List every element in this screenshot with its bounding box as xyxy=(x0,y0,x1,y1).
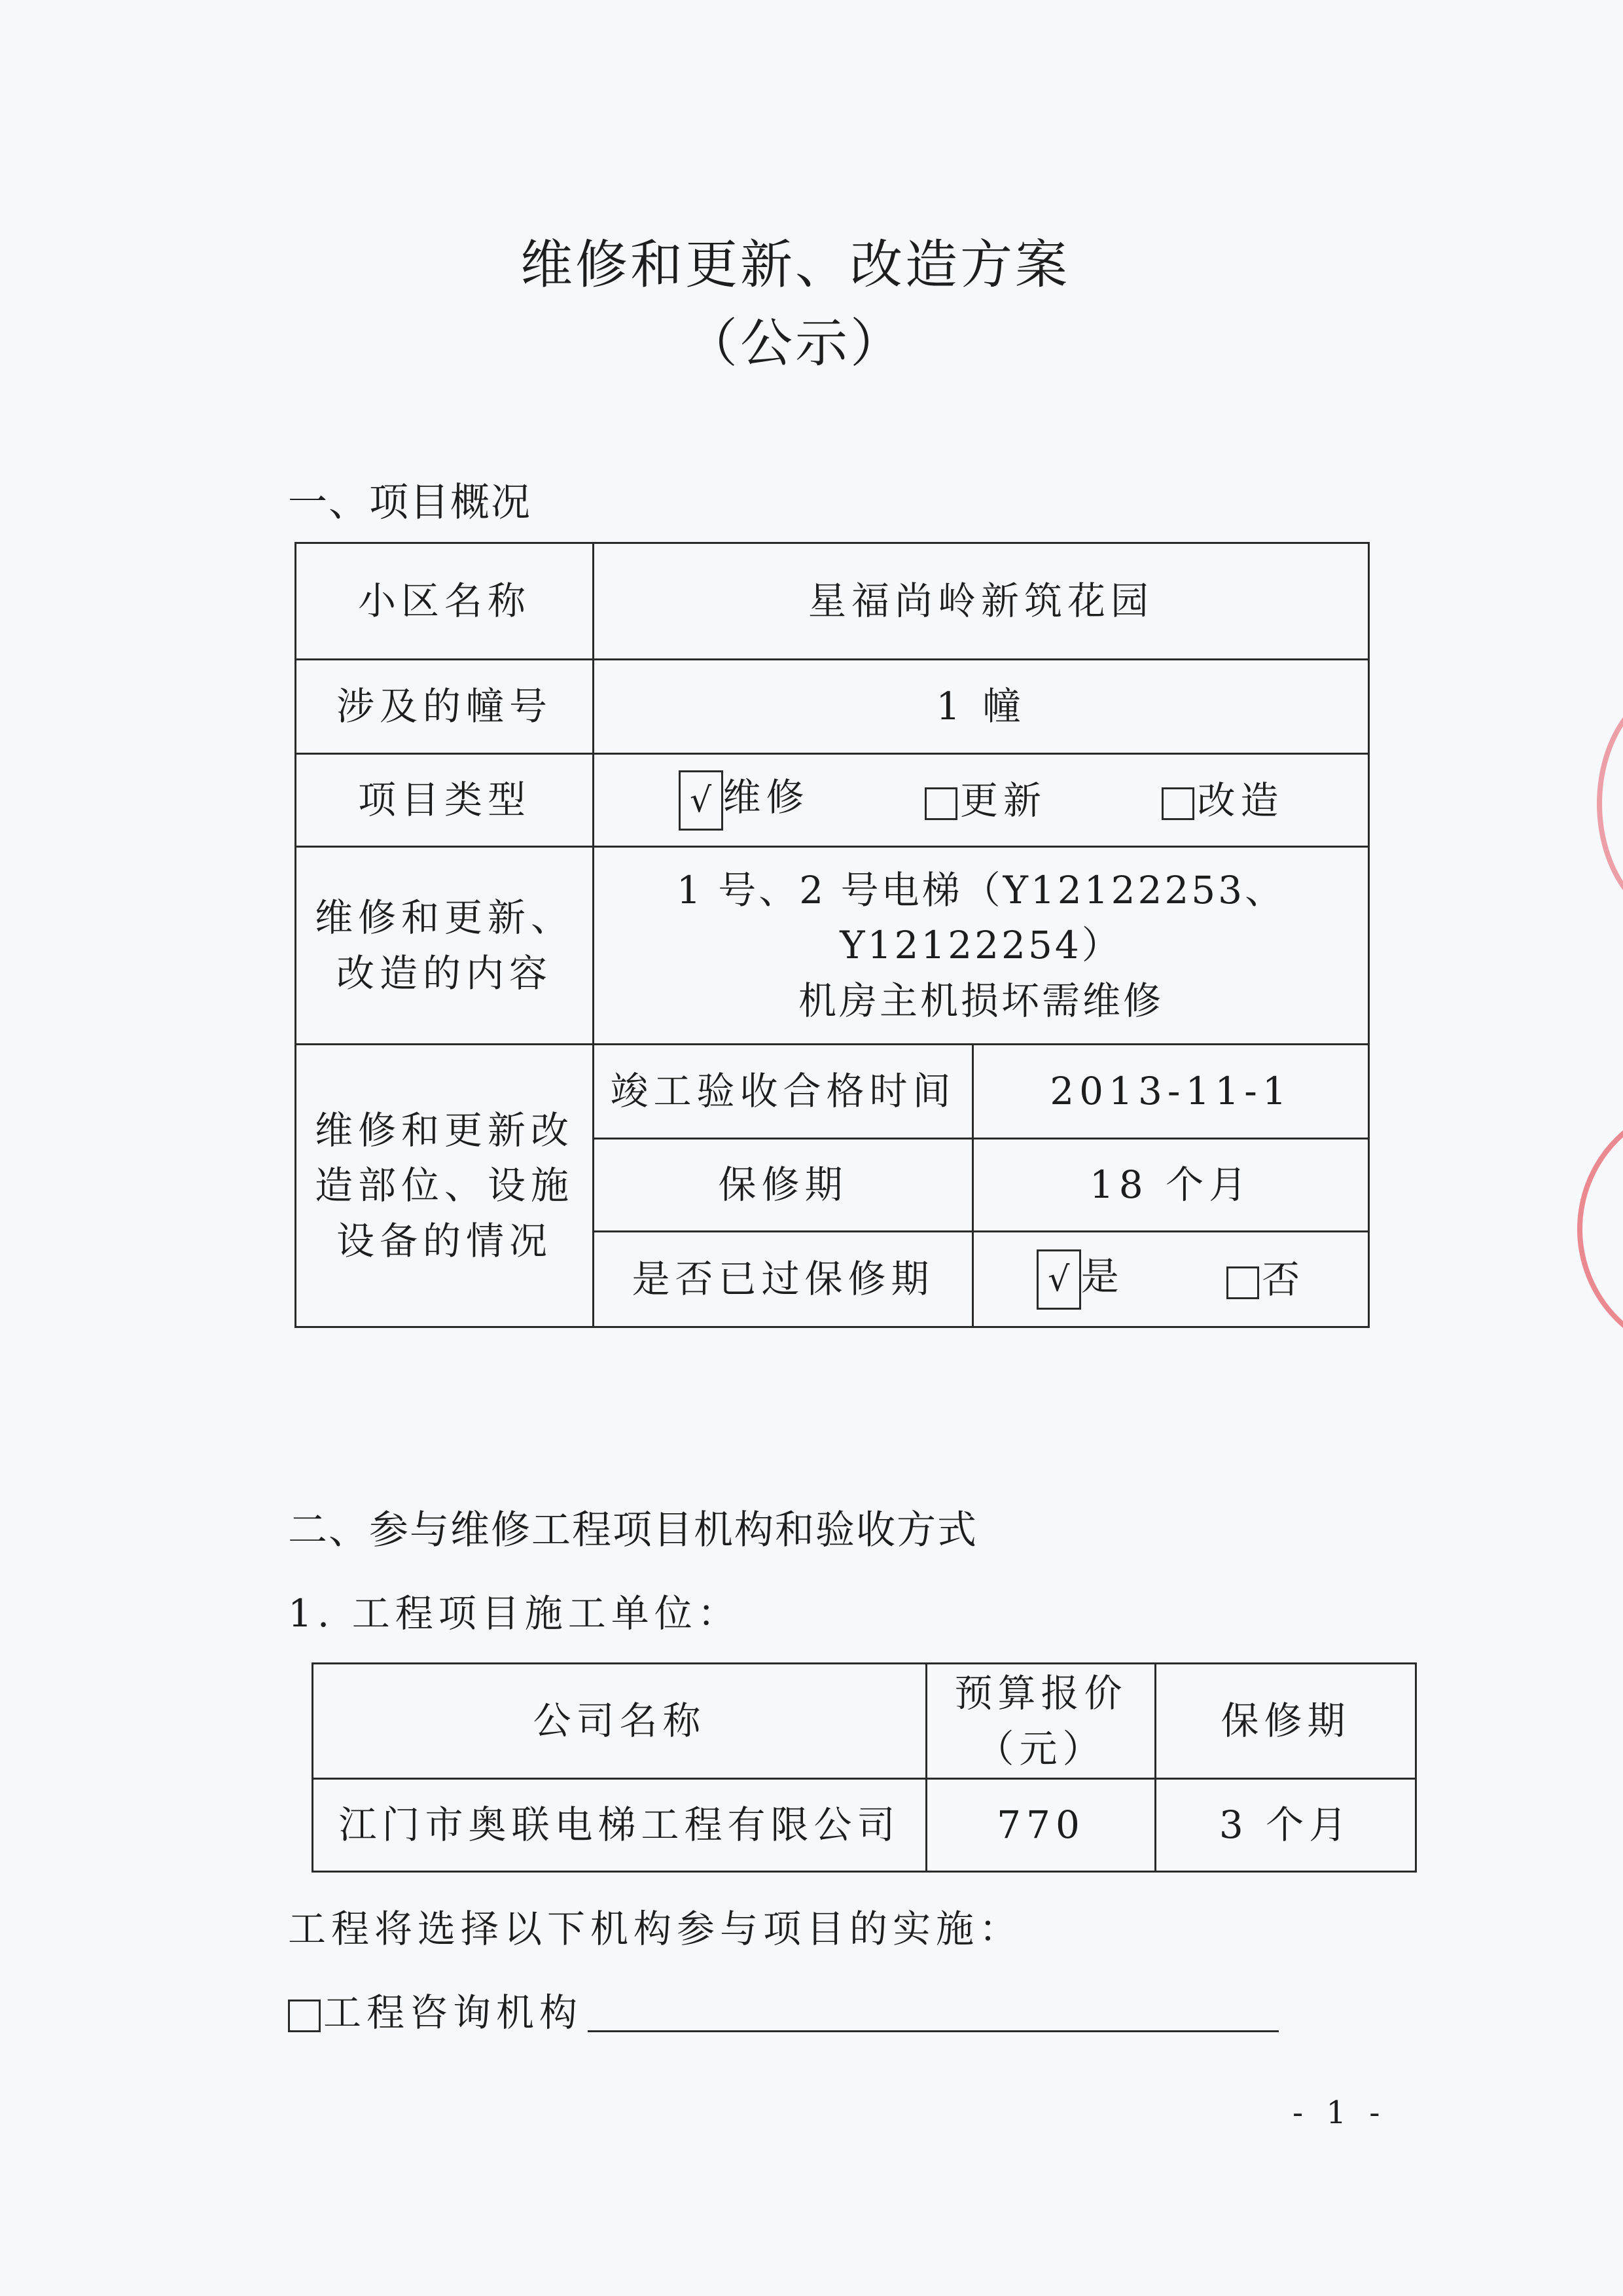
building-value: 1 幢 xyxy=(594,660,1369,754)
table-row xyxy=(313,1664,1416,1779)
content-label xyxy=(296,847,594,1045)
checkmark-icon: √ xyxy=(679,770,723,831)
type-label: 项目类型 xyxy=(296,754,594,847)
checkbox-icon xyxy=(1226,1266,1259,1299)
budget-value: 770 xyxy=(927,1779,1156,1872)
facility-label-line: 造部位、设施 xyxy=(314,1163,574,1208)
content-label-line: 改造的内容 xyxy=(336,950,552,996)
option-renovate[interactable] xyxy=(1162,773,1283,828)
checkbox-icon xyxy=(925,787,957,820)
col-budget-line: 预算报价 xyxy=(954,1671,1128,1716)
table-row xyxy=(313,1779,1416,1872)
col-budget xyxy=(927,1664,1156,1779)
type-options xyxy=(594,754,1369,847)
community-value: 星福尚岭新筑花园 xyxy=(594,543,1369,660)
expired-options xyxy=(973,1232,1369,1327)
option-update[interactable] xyxy=(925,773,1046,828)
content-value-line: 机房主机损坏需维修 xyxy=(798,978,1164,1023)
warranty-label: 保修期 xyxy=(594,1139,973,1232)
option-no[interactable] xyxy=(1226,1252,1305,1307)
company-name: 江门市奥联电梯工程有限公司 xyxy=(313,1779,927,1872)
content-label-line: 维修和更新、 xyxy=(314,895,574,941)
seal-stamp-partial xyxy=(1597,681,1623,927)
table-row xyxy=(296,660,1369,754)
section1-heading: 一、项目概况 xyxy=(288,480,531,526)
table-row xyxy=(296,543,1369,660)
table-row xyxy=(296,1045,1369,1139)
content-value xyxy=(594,847,1369,1045)
facility-label-line: 设备的情况 xyxy=(336,1218,552,1263)
contractor-table xyxy=(312,1662,1417,1873)
col-budget-line: （元） xyxy=(976,1726,1106,1771)
option-label: 更新 xyxy=(960,778,1047,823)
building-label: 涉及的幢号 xyxy=(296,660,594,754)
document-title: 维修和更新、改造方案 xyxy=(520,234,1070,295)
checkbox-icon xyxy=(1162,787,1194,820)
seal-stamp xyxy=(1577,1100,1623,1359)
completion-value: 2013-11-1 xyxy=(973,1045,1369,1139)
consult-option[interactable] xyxy=(288,1982,582,2037)
warranty-value: 18 个月 xyxy=(973,1139,1369,1232)
section2-heading: 二、参与维修工程项目机构和验收方式 xyxy=(288,1507,978,1553)
select-text: 工程将选择以下机构参与项目的实施： xyxy=(288,1907,1023,1951)
table-row xyxy=(296,847,1369,1045)
checkmark-icon: √ xyxy=(1037,1249,1081,1310)
community-label: 小区名称 xyxy=(296,543,594,660)
col-warranty: 保修期 xyxy=(1156,1664,1416,1779)
facility-label xyxy=(296,1045,594,1327)
option-label: 改造 xyxy=(1197,778,1284,823)
expired-label: 是否已过保修期 xyxy=(594,1232,973,1327)
section2-subheading: 1. 工程项目施工单位： xyxy=(288,1591,741,1636)
option-label: 维修 xyxy=(722,775,810,820)
col-company: 公司名称 xyxy=(313,1664,927,1779)
warranty-value: 3 个月 xyxy=(1156,1779,1416,1872)
option-repair[interactable] xyxy=(679,770,810,831)
page-number: - 1 - xyxy=(1293,2094,1387,2131)
document-subtitle: （公示） xyxy=(685,313,905,374)
content-value-line: 1 号、2 号电梯（Y12122253、Y12122254） xyxy=(676,868,1286,968)
consult-option-label: 工程咨询机构 xyxy=(323,1990,583,2035)
table-row xyxy=(296,754,1369,847)
completion-label: 竣工验收合格时间 xyxy=(594,1045,973,1139)
facility-label-line: 维修和更新改 xyxy=(314,1108,574,1153)
checkbox-icon xyxy=(288,2000,321,2032)
fill-in-line xyxy=(588,2030,1279,2032)
option-label: 否 xyxy=(1262,1257,1306,1302)
option-yes[interactable] xyxy=(1037,1249,1124,1310)
project-overview-table xyxy=(294,542,1370,1328)
option-label: 是 xyxy=(1080,1254,1124,1299)
